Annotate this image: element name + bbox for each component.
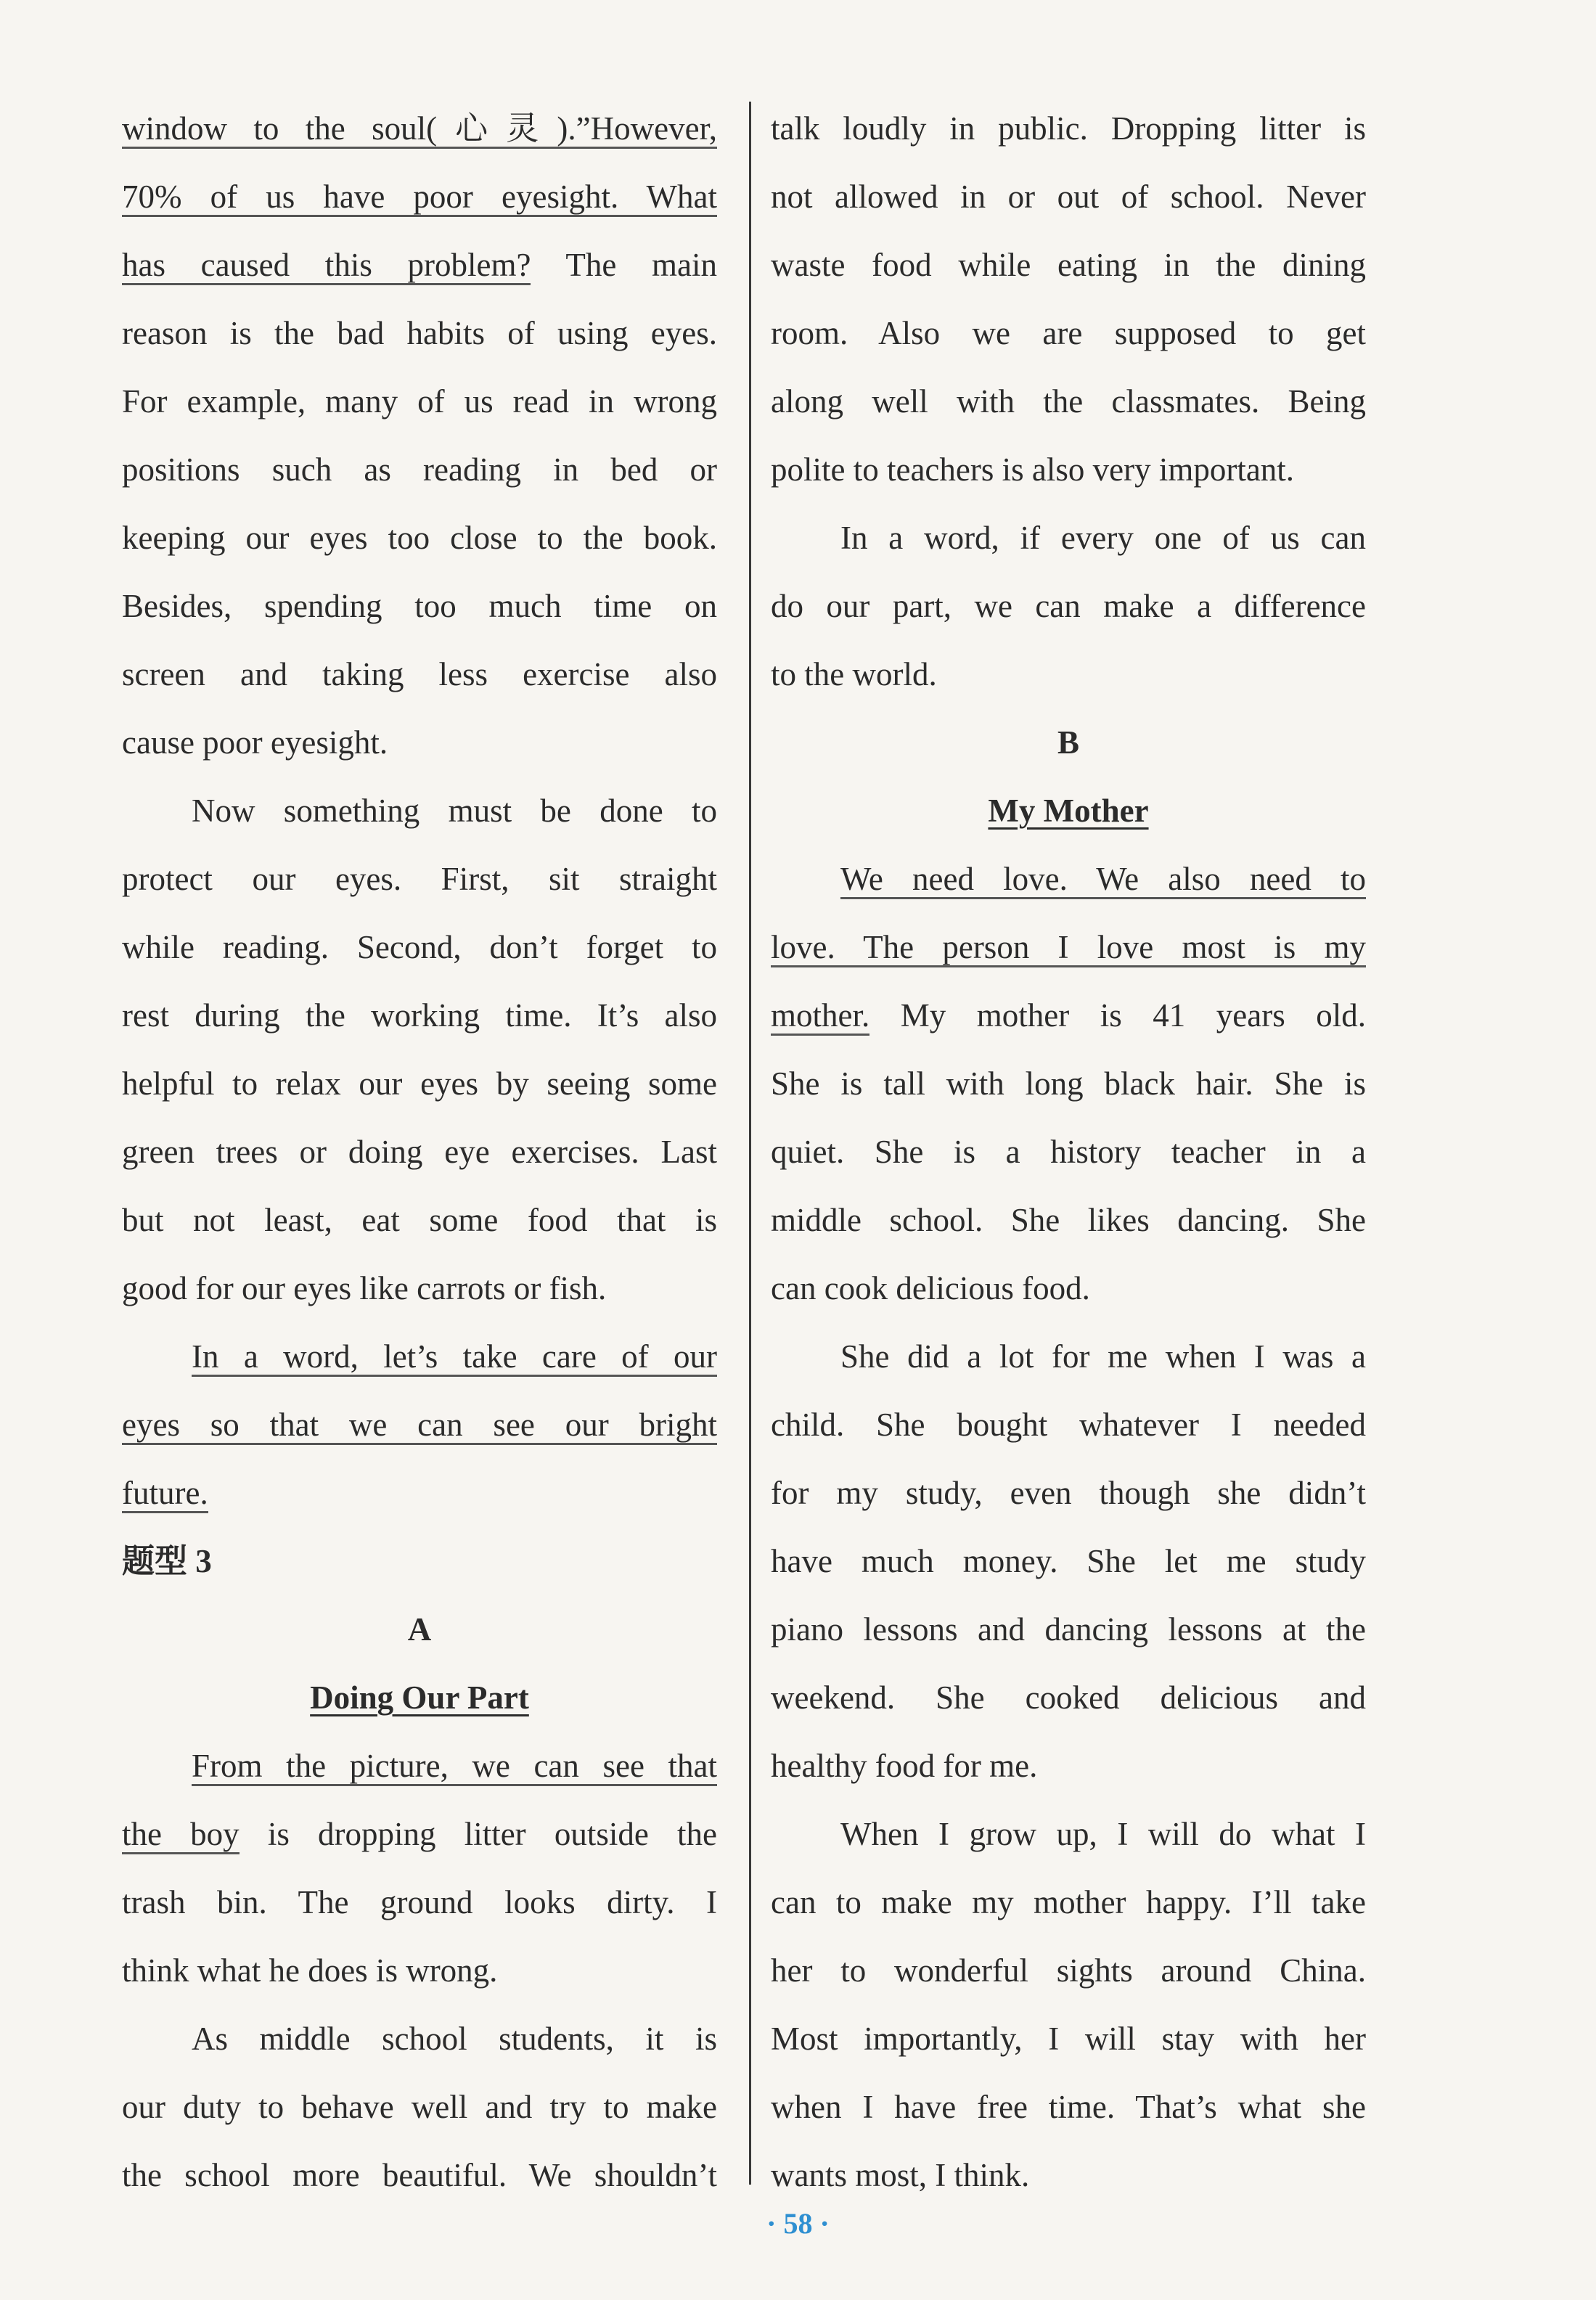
text-line: eyes so that we can see our bright: [122, 1391, 717, 1459]
text-line: can cook delicious food.: [771, 1270, 1090, 1306]
text-line: do our part, we can make a difference: [771, 588, 1366, 624]
text-line: Most importantly, I will stay with her: [771, 2021, 1366, 2057]
text-line: mother. My mother is 41 years old.: [771, 981, 1366, 1049]
text-line: middle school. She likes dancing. She: [771, 1202, 1366, 1238]
text-line: screen and taking less exercise also: [122, 656, 717, 692]
essay-title-a: Doing Our Part: [310, 1679, 529, 1716]
text-line: wants most, I think.: [771, 2157, 1030, 2193]
text-line: trash bin. The ground looks dirty. I: [122, 1884, 717, 1920]
text-line: When I grow up, I will do what I: [840, 1816, 1366, 1852]
left-column: [122, 94, 717, 2209]
text-line: In a word, let’s take care of our: [122, 1322, 717, 1391]
text-line: talk loudly in public. Dropping litter is: [771, 110, 1366, 147]
heading-a: A: [407, 1611, 432, 1648]
text-line: As middle school students, it is: [192, 2021, 717, 2057]
text-line: In a word, if every one of us can: [840, 520, 1366, 556]
text-line: positions such as reading in bed or: [122, 451, 717, 488]
text-line: healthy food for me.: [771, 1748, 1038, 1784]
essay-title-b: My Mother: [988, 793, 1149, 829]
text-line: Now something must be done to: [192, 793, 717, 829]
text-line: think what he does is wrong.: [122, 1952, 498, 1989]
text-line: From the picture, we can see that: [122, 1732, 717, 1800]
text-line: green trees or doing eye exercises. Last: [122, 1134, 717, 1170]
text-line: She did a lot for me when I was a: [840, 1338, 1366, 1375]
text-line: not allowed in or out of school. Never: [771, 179, 1366, 215]
text-line: polite to teachers is also very important.: [771, 451, 1295, 488]
section-label: 题型 3: [122, 1543, 212, 1579]
text-line: keeping our eyes too close to the book.: [122, 520, 717, 556]
text-line: when I have free time. That’s what she: [771, 2089, 1366, 2125]
text-line: the school more beautiful. We shouldn’t: [122, 2157, 717, 2193]
text-line: protect our eyes. First, sit straight: [122, 861, 717, 897]
text-line: piano lessons and dancing lessons at the: [771, 1611, 1366, 1648]
text-line: reason is the bad habits of using eyes.: [122, 315, 717, 351]
text-line: weekend. She cooked delicious and: [771, 1679, 1366, 1716]
text-line: for my study, even though she didn’t: [771, 1475, 1366, 1511]
text-line: window to the soul(心灵).”However,: [122, 94, 717, 163]
page-number: · 58 ·: [766, 2207, 830, 2240]
text-line: We need love. We also need to: [771, 845, 1366, 913]
text-line: 70% of us have poor eyesight. What: [122, 163, 717, 231]
heading-b: B: [1057, 724, 1079, 761]
text-line: For example, many of us read in wrong: [122, 383, 717, 420]
text-line: to the world.: [771, 656, 937, 692]
text-line: along well with the classmates. Being: [771, 383, 1366, 420]
text-line: our duty to behave well and try to make: [122, 2089, 717, 2125]
text-line: the boy is dropping litter outside the: [122, 1800, 717, 1868]
text-line: cause poor eyesight.: [122, 724, 388, 761]
column-divider: [749, 102, 751, 2185]
right-column: [771, 94, 1366, 2209]
text-line: but not least, eat some food that is: [122, 1202, 717, 1238]
text-line: helpful to relax our eyes by seeing some: [122, 1065, 717, 1102]
text-line: have much money. She let me study: [771, 1543, 1366, 1579]
text-line: quiet. She is a history teacher in a: [771, 1134, 1366, 1170]
text-line: her to wonderful sights around China.: [771, 1952, 1366, 1989]
text-line: room. Also we are supposed to get: [771, 315, 1366, 351]
text-line: future.: [122, 1459, 717, 1527]
text-line: rest during the working time. It’s also: [122, 997, 717, 1034]
text-line: child. She bought whatever I needed: [771, 1407, 1366, 1443]
text-line: while reading. Second, don’t forget to: [122, 929, 717, 965]
text-line: good for our eyes like carrots or fish.: [122, 1270, 607, 1306]
text-line: She is tall with long black hair. She is: [771, 1065, 1366, 1102]
text-line: has caused this problem? The main: [122, 231, 717, 299]
text-line: love. The person I love most is my: [771, 913, 1366, 981]
text-line: Besides, spending too much time on: [122, 588, 717, 624]
text-line: waste food while eating in the dining: [771, 247, 1366, 283]
text-line: can to make my mother happy. I’ll take: [771, 1884, 1366, 1920]
